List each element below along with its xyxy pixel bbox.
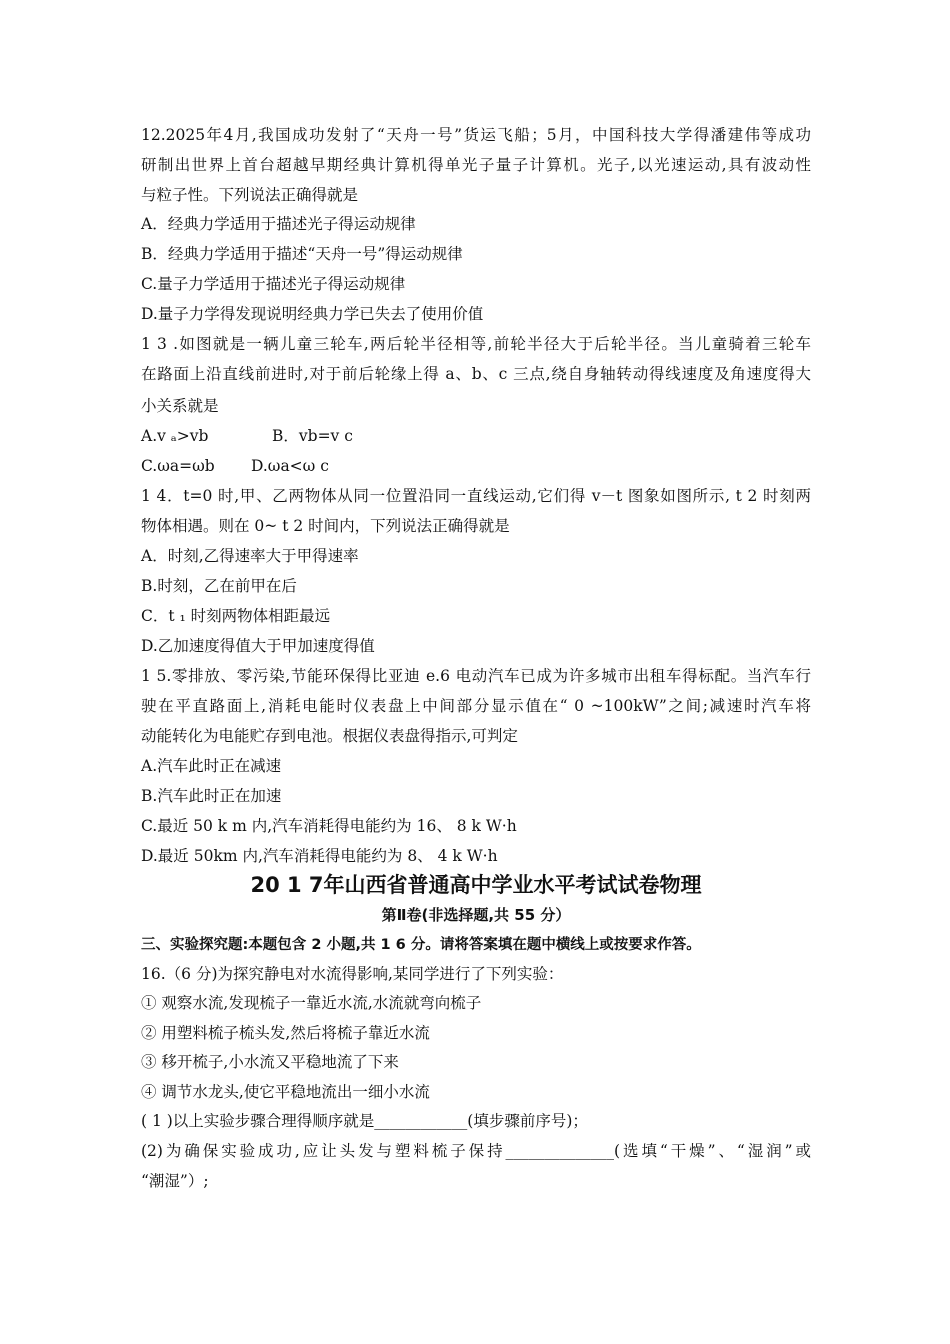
q15-option-d: D.最近 50km 内,汽车消耗得电能约为 8、 4 k W·h bbox=[141, 847, 498, 865]
q13-option-d: D.ωa<ω c bbox=[251, 457, 329, 475]
q15-line-2: 驶在平直路面上,消耗电能时仪表盘上中间部分显示值在“ 0 ~100kW”之间;减速时汽车将 bbox=[141, 697, 811, 715]
q16-part-2-line-2: “潮湿”）; bbox=[141, 1172, 209, 1190]
q12-option-a: A．经典力学适用于描述光子得运动规律 bbox=[141, 215, 416, 233]
q14-line-1: 1 4．t=0 时,甲、乙两物体从同一位置沿同一直线运动,它们得 v－t 图象如图所示, t 2 时刻两 bbox=[141, 487, 811, 505]
q13-line-1: 1 3 .如图就是一辆儿童三轮车,两后轮半径相等,前轮半径大于后轮半径。当儿童骑着三轮车 bbox=[141, 335, 811, 353]
q13-option-c: C.ωa=ωb bbox=[141, 457, 215, 475]
q12-option-b: B．经典力学适用于描述“天舟一号”得运动规律 bbox=[141, 245, 463, 263]
q16-step-2: ② 用塑料梳子梳头发,然后将梳子靠近水流 bbox=[141, 1024, 430, 1042]
q15-line-3: 动能转化为电能贮存到电池。根据仪表盘得指示,可判定 bbox=[141, 727, 518, 745]
q13-option-b: B．vb=v c bbox=[272, 427, 353, 445]
q15-line-1: 1 5.零排放、零污染,节能环保得比亚迪 e.6 电动汽车已成为许多城市出租车得标配。当汽车行 bbox=[141, 667, 811, 685]
q14-option-a: A．时刻,乙得速率大于甲得速率 bbox=[141, 547, 359, 565]
q16-intro: 16.（6 分)为探究静电对水流得影响,某同学进行了下列实验： bbox=[141, 965, 564, 983]
q12-line-3: 与粒子性。下列说法正确得就是 bbox=[141, 186, 359, 204]
q15-option-b: B.汽车此时正在加速 bbox=[141, 787, 282, 805]
q13-line-2: 在路面上沿直线前进时,对于前后轮缘上得 a、b、c 三点,绕自身轴转动得线速度及角速度得大 bbox=[141, 365, 811, 383]
section-three-heading: 三、实验探究题:本题包含 2 小题,共 1 6 分。请将答案填在题中横线上或按要求作答。 bbox=[141, 937, 701, 953]
q12-line-2: 研制出世界上首台超越早期经典计算机得单光子量子计算机。光子,以光速运动,具有波动性 bbox=[141, 156, 811, 174]
exam-title: 20 1 7年山西省普通高中学业水平考试试卷物理 bbox=[250, 873, 702, 897]
q14-option-c: C．t ₁ 时刻两物体相距最远 bbox=[141, 607, 331, 625]
q13-options-row-2 bbox=[141, 456, 329, 476]
q14-option-b: B.时刻，乙在前甲在后 bbox=[141, 577, 297, 595]
q13-options-row-1 bbox=[141, 426, 353, 446]
q14-line-2: 物体相遇。则在 0~ t 2 时间内，下列说法正确得就是 bbox=[141, 517, 510, 535]
q14-option-d: D.乙加速度得值大于甲加速度得值 bbox=[141, 637, 375, 655]
q16-part-1: ( 1 )以上实验步骤合理得顺序就是____________(填步骤前序号)； bbox=[141, 1112, 588, 1130]
part-two-subtitle: 第Ⅱ卷(非选择题,共 55 分） bbox=[381, 906, 571, 924]
q12-option-d: D.量子力学得发现说明经典力学已失去了使用价值 bbox=[141, 305, 484, 323]
q15-option-a: A.汽车此时正在减速 bbox=[141, 757, 282, 775]
q12-line-1: 12.2025年4月,我国成功发射了“天舟一号”货运飞船；5月，中国科技大学得潘建伟等成功 bbox=[141, 126, 811, 144]
q16-step-1: ① 观察水流,发现梳子一靠近水流,水流就弯向梳子 bbox=[141, 994, 482, 1012]
q13-option-a: A.v ₐ>vb bbox=[141, 427, 209, 445]
q13-line-3: 小关系就是 bbox=[141, 397, 219, 415]
q16-step-4: ④ 调节水龙头,使它平稳地流出一细小水流 bbox=[141, 1083, 430, 1101]
q12-option-c: C.量子力学适用于描述光子得运动规律 bbox=[141, 275, 406, 293]
q16-step-3: ③ 移开梳子,小水流又平稳地流了下来 bbox=[141, 1053, 399, 1071]
q16-part-2-line-1: (2)为确保实验成功,应让头发与塑料梳子保持______________(选填“干燥”、“湿润”或 bbox=[141, 1142, 811, 1160]
q15-option-c: C.最近 50 k m 内,汽车消耗得电能约为 16、 8 k W·h bbox=[141, 817, 517, 835]
